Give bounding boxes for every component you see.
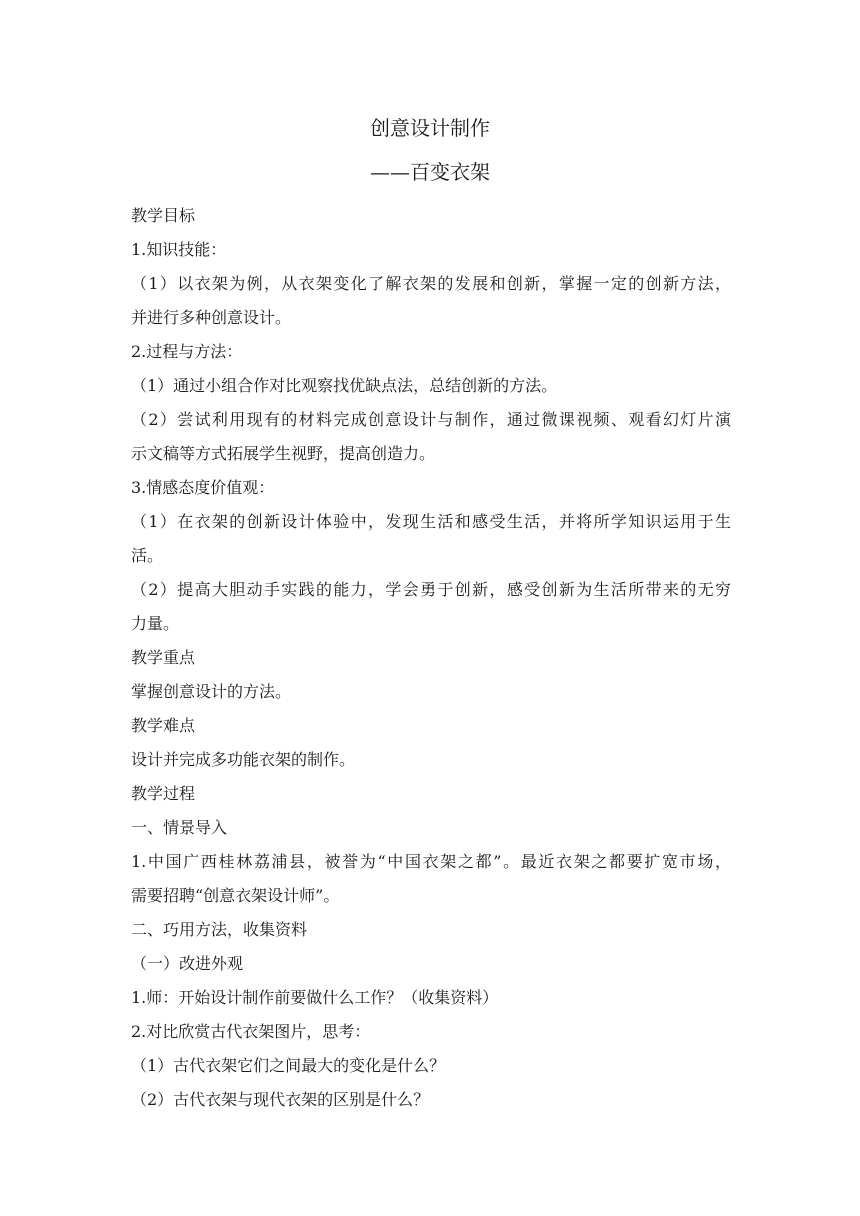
section-heading: 一、情景导入 bbox=[131, 818, 228, 837]
paragraph-line: 设计并完成多功能衣架的制作。 bbox=[131, 750, 356, 769]
paragraph-line: （2）古代衣架与现代衣架的区别是什么？ bbox=[131, 1090, 430, 1109]
paragraph-line: 1.中国广西桂林荔浦县，被誉为“中国衣架之都”。最近衣架之都要扩宽市场， bbox=[131, 852, 731, 871]
heading-key-points: 教学重点 bbox=[131, 648, 196, 667]
heading-teaching-goals: 教学目标 bbox=[131, 206, 196, 225]
subsection-heading: （一）改进外观 bbox=[131, 954, 244, 973]
paragraph-line: 并进行多种创意设计。 bbox=[131, 308, 292, 327]
section-heading: 二、巧用方法，收集资料 bbox=[131, 920, 308, 939]
paragraph-line: 3.情感态度价值观： bbox=[131, 478, 275, 497]
paragraph-line: 需要招聘“创意衣架设计师”。 bbox=[131, 886, 340, 905]
heading-difficulties: 教学难点 bbox=[131, 716, 196, 735]
paragraph-line: （2）提高大胆动手实践的能力，学会勇于创新，感受创新为生活所带来的无穷 bbox=[131, 580, 731, 599]
heading-teaching-process: 教学过程 bbox=[131, 784, 196, 803]
paragraph-line: （1）在衣架的创新设计体验中，发现生活和感受生活，并将所学知识运用于生 bbox=[131, 512, 731, 531]
paragraph-line: （2）尝试利用现有的材料完成创意设计与制作，通过微课视频、观看幻灯片演 bbox=[131, 410, 731, 429]
paragraph-line: （1）通过小组合作对比观察找优缺点法，总结创新的方法。 bbox=[131, 376, 558, 395]
paragraph-line: 1.知识技能： bbox=[131, 240, 227, 259]
document-body bbox=[131, 199, 731, 1117]
paragraph-line: 1.师：开始设计制作前要做什么工作？（收集资料） bbox=[131, 988, 499, 1007]
document-title: 创意设计制作 bbox=[370, 116, 490, 140]
paragraph-line: 2.过程与方法： bbox=[131, 342, 243, 361]
paragraph-line: 示文稿等方式拓展学生视野，提高创造力。 bbox=[131, 444, 436, 463]
paragraph-line: （1）以衣架为例，从衣架变化了解衣架的发展和创新，掌握一定的创新方法， bbox=[131, 274, 731, 293]
paragraph-line: 活。 bbox=[131, 546, 164, 565]
paragraph-line: 2.对比欣赏古代衣架图片，思考： bbox=[131, 1022, 371, 1041]
document-subtitle: ——百变衣架 bbox=[370, 160, 490, 184]
paragraph-line: 掌握创意设计的方法。 bbox=[131, 682, 292, 701]
paragraph-line: （1）古代衣架它们之间最大的变化是什么？ bbox=[131, 1056, 446, 1075]
paragraph-line: 力量。 bbox=[131, 614, 180, 633]
